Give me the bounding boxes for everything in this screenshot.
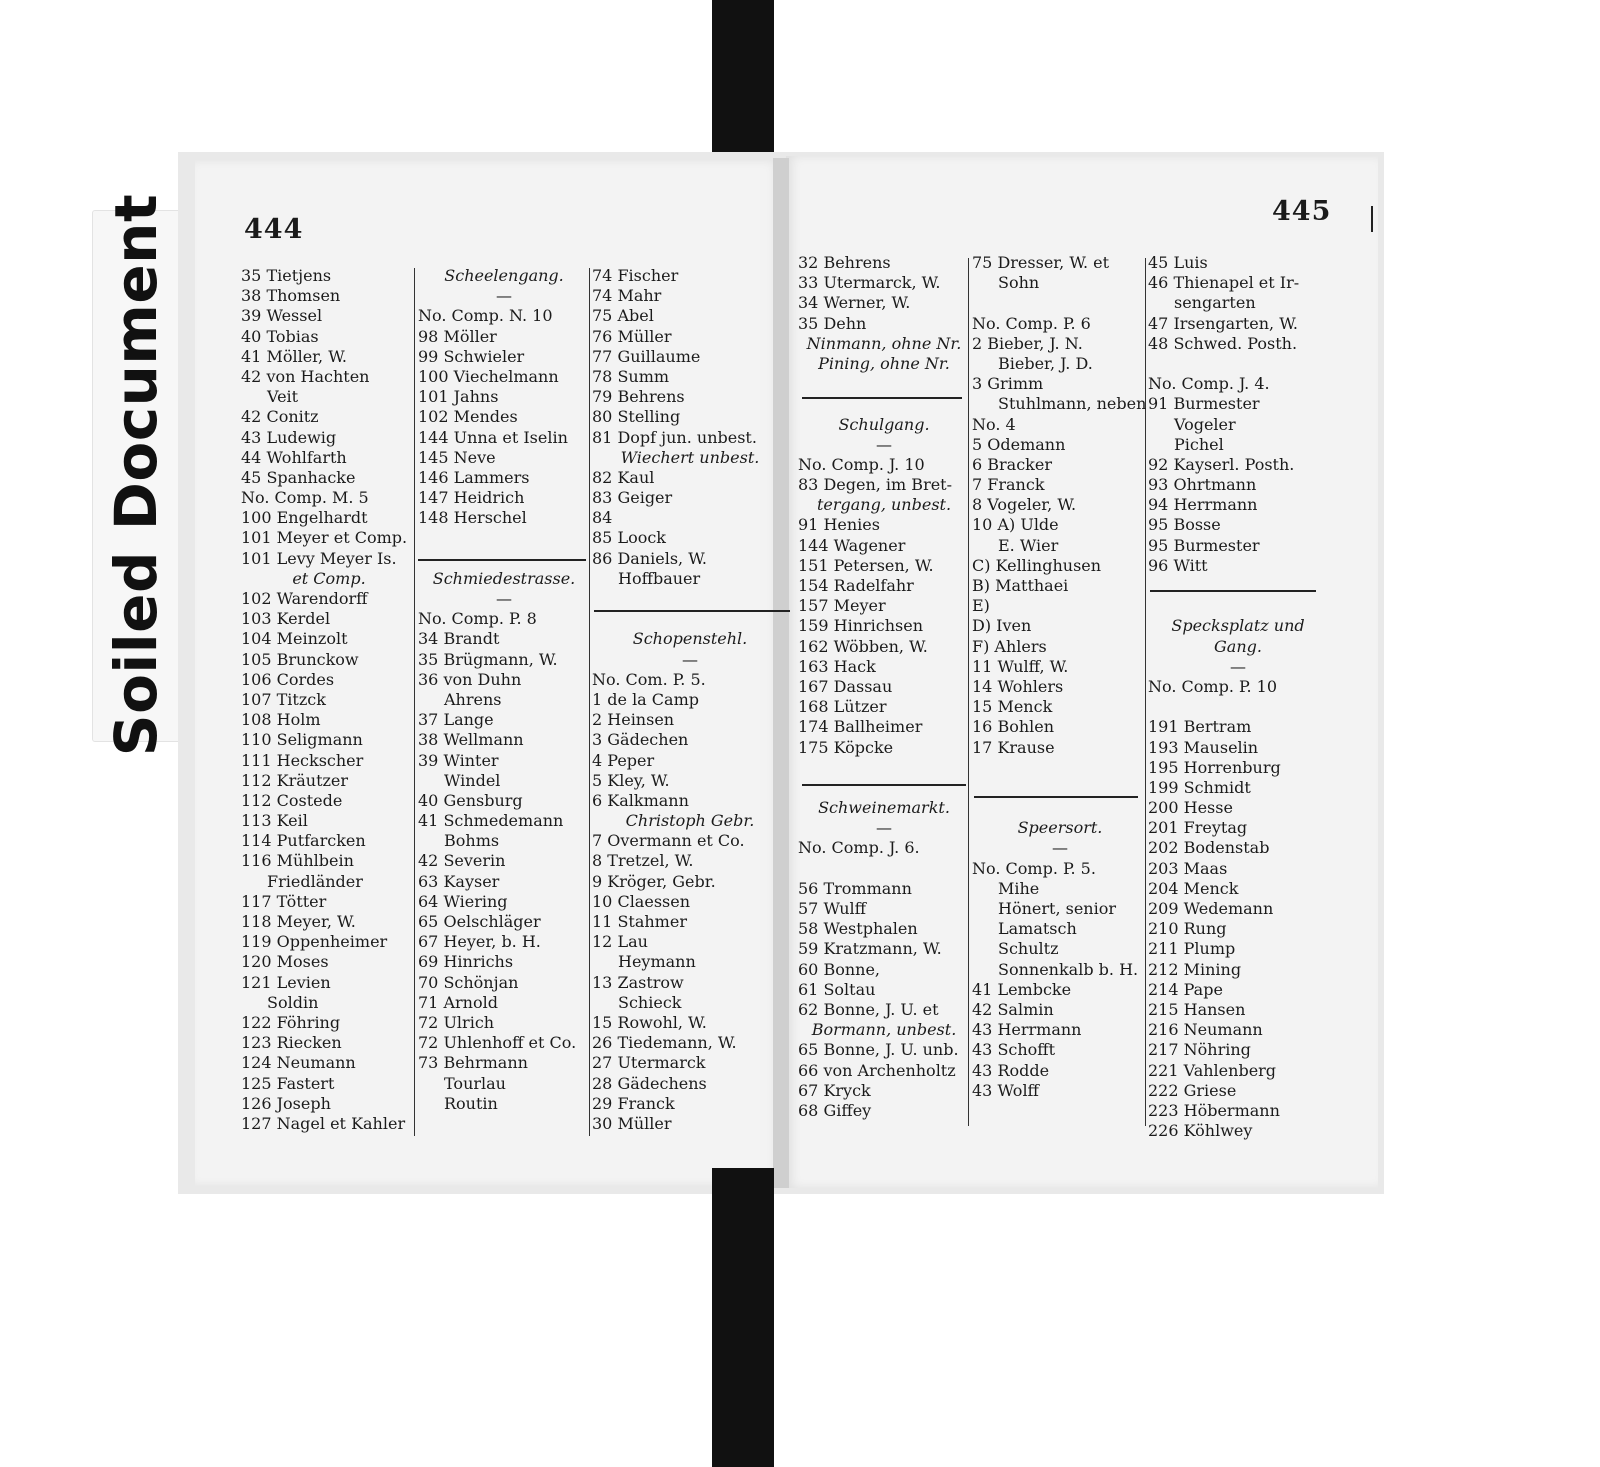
directory-entry: 200 Hesse [1148, 798, 1233, 818]
directory-entry: 91 Henies [798, 515, 880, 535]
directory-entry: 8 Tretzel, W. [592, 851, 694, 871]
directory-entry: 101 Jahns [418, 387, 499, 407]
directory-entry: 203 Maas [1148, 858, 1228, 878]
directory-entry: 65 Bonne, J. U. unb. [798, 1040, 959, 1060]
directory-entry: 73 Behrmann [418, 1053, 528, 1073]
directory-entry: 40 Tobias [241, 326, 319, 346]
left-page-number: 444 [244, 214, 304, 245]
heading-dash: — [1230, 656, 1246, 676]
directory-entry: 191 Bertram [1148, 717, 1252, 737]
directory-entry: 68 Giffey [798, 1100, 872, 1120]
directory-entry: 80 Stelling [592, 407, 681, 427]
directory-entry: 4 Peper [592, 750, 655, 770]
directory-entry: No. Comp. P. 6 [972, 313, 1091, 333]
directory-entry: Veit [267, 387, 299, 407]
street-heading: Pining, ohne Nr. [818, 353, 950, 373]
directory-entry [798, 758, 970, 778]
directory-entry: 64 Wiering [418, 891, 508, 911]
heading-dash: — [682, 649, 698, 669]
directory-entry: 60 Bonne, [798, 959, 880, 979]
directory-entry: 120 Moses [241, 952, 329, 972]
directory-entry [1148, 576, 1328, 596]
directory-entry: 95 Bosse [1148, 515, 1221, 535]
directory-entry: 193 Mauselin [1148, 737, 1259, 757]
directory-entry: 43 Schofft [972, 1040, 1056, 1060]
directory-entry: 144 Wagener [798, 535, 906, 555]
directory-entry: 42 Conitz [241, 407, 319, 427]
directory-entry: 124 Neumann [241, 1053, 356, 1073]
directory-entry: 100 Engelhardt [241, 508, 368, 528]
directory-entry [798, 374, 970, 394]
directory-entry: 70 Schönjan [418, 972, 519, 992]
directory-entry: 75 Dresser, W. et [972, 253, 1110, 272]
directory-entry: 74 Mahr [592, 286, 662, 306]
directory-entry: 85 Loock [592, 528, 666, 548]
directory-entry: 214 Pape [1148, 979, 1223, 999]
directory-entry: Hönert, senior [998, 899, 1116, 918]
street-heading: Bormann, unbest. [811, 1020, 957, 1040]
directory-entry: 221 Vahlenberg [1148, 1060, 1277, 1080]
directory-entry: 121 Levien [241, 972, 331, 992]
street-heading: Christoph Gebr. [625, 811, 755, 831]
heading-dash: — [876, 434, 892, 454]
directory-entry: 83 Geiger [592, 488, 673, 508]
directory-entry: 3 Grimm [972, 374, 1044, 394]
directory-entry: Pichel [1174, 434, 1224, 454]
directory-entry: 111 Heckscher [241, 750, 364, 770]
directory-entry: 39 Winter [418, 750, 499, 770]
directory-entry: Mihe [998, 878, 1040, 898]
street-heading: Wiechert unbest. [620, 447, 760, 467]
directory-entry: No. Comp. J. 6. [798, 838, 920, 858]
directory-entry [418, 528, 590, 548]
directory-entry: 119 Oppenheimer [241, 932, 388, 952]
directory-entry: 7 Franck [972, 475, 1045, 495]
directory-entry: 195 Horrenburg [1148, 757, 1281, 777]
directory-entry: No. Comp. N. 10 [418, 306, 553, 326]
directory-entry: E) [972, 596, 990, 616]
directory-entry: 33 Utermarck, W. [798, 273, 941, 293]
directory-entry: 116 Mühlbein [241, 851, 354, 871]
binding-strap-bottom [712, 1168, 774, 1467]
directory-entry: 61 Soltau [798, 979, 876, 999]
directory-entry: 94 Herrmann [1148, 495, 1258, 515]
directory-entry: 103 Kerdel [241, 609, 331, 629]
directory-entry: 163 Hack [798, 656, 876, 676]
directory-entry: 11 Wulff, W. [972, 656, 1069, 676]
directory-entry [798, 859, 970, 879]
directory-entry: No. 4 [972, 414, 1016, 434]
directory-entry: 74 Fischer [592, 266, 679, 285]
directory-entry: 10 A) Ulde [972, 515, 1059, 535]
directory-entry: 65 Oelschläger [418, 912, 541, 931]
heading-dash: — [876, 818, 892, 838]
directory-entry: 71 Arnold [418, 992, 498, 1012]
directory-entry: 127 Nagel et Kahler [241, 1113, 406, 1133]
directory-entry [418, 549, 590, 569]
directory-entry: 1 de la Camp [592, 689, 699, 709]
street-heading: Speersort. [1017, 818, 1103, 838]
street-heading: et Comp. [292, 568, 366, 588]
directory-entry: 15 Rowohl, W. [592, 1012, 707, 1032]
directory-entry: 43 Ludewig [241, 427, 337, 447]
heading-dash: — [1052, 838, 1068, 858]
directory-entry: 223 Höbermann [1148, 1100, 1280, 1120]
directory-entry: 67 Heyer, b. H. [418, 932, 541, 952]
directory-entry: 210 Rung [1148, 919, 1227, 939]
directory-entry [972, 293, 1148, 313]
directory-entry: 95 Burmester [1148, 535, 1260, 555]
directory-entry: 69 Hinrichs [418, 952, 514, 972]
directory-entry: 102 Mendes [418, 407, 518, 427]
directory-entry [592, 589, 788, 609]
directory-entry: 30 Müller [592, 1113, 672, 1133]
directory-entry: 79 Behrens [592, 387, 685, 407]
directory-entry: 175 Köpcke [798, 737, 894, 757]
directory-entry: 45 Luis [1148, 253, 1208, 272]
directory-entry: 45 Spanhacke [241, 467, 356, 487]
directory-entry: 83 Degen, im Bret- [798, 475, 953, 495]
directory-entry: No. Comp. P. 5. [972, 858, 1096, 878]
document-label: Soiled Document [102, 193, 170, 757]
directory-entry: 26 Tiedemann, W. [592, 1033, 737, 1053]
directory-entry: 217 Nöhring [1148, 1040, 1251, 1060]
directory-entry: Bohms [444, 831, 500, 851]
directory-entry: E. Wier [998, 535, 1059, 555]
directory-entry: 29 Franck [592, 1093, 675, 1113]
directory-entry: sengarten [1174, 293, 1256, 313]
directory-entry: 168 Lützer [798, 697, 887, 717]
street-heading: Scheelengang. [444, 266, 564, 285]
directory-entry: Tourlau [444, 1073, 506, 1093]
directory-entry: Lamatsch [998, 919, 1077, 939]
directory-entry: 78 Summ [592, 366, 670, 386]
directory-entry: Schieck [618, 992, 682, 1012]
directory-entry: 14 Wohlers [972, 676, 1064, 696]
directory-entry: 110 Seligmann [241, 730, 363, 750]
directory-entry: 39 Wessel [241, 306, 323, 326]
directory-entry: 84 [592, 508, 613, 528]
directory-entry: No. Comp. J. 10 [798, 454, 925, 474]
directory-entry: 107 Titzck [241, 689, 326, 709]
directory-entry: 28 Gädechens [592, 1073, 707, 1093]
directory-entry: 36 von Duhn [418, 669, 522, 689]
directory-entry: 16 Bohlen [972, 717, 1055, 737]
directory-entry: 81 Dopf jun. unbest. [592, 427, 757, 447]
directory-entry: 40 Gensburg [418, 790, 523, 810]
directory-entry: 86 Daniels, W. [592, 548, 707, 568]
directory-entry: 199 Schmidt [1148, 777, 1251, 797]
directory-entry: 159 Hinrichsen [798, 616, 924, 636]
directory-entry: 154 Radelfahr [798, 576, 914, 595]
directory-entry: 82 Kaul [592, 467, 655, 487]
directory-entry: 43 Herrmann [972, 1020, 1082, 1040]
directory-entry: 100 Viechelmann [418, 366, 559, 386]
directory-entry [1148, 697, 1328, 717]
directory-entry: 215 Hansen [1148, 999, 1246, 1019]
directory-entry: 72 Ulrich [418, 1012, 495, 1032]
directory-entry: 222 Griese [1148, 1080, 1237, 1100]
directory-entry: 108 Holm [241, 710, 321, 730]
directory-entry: 46 Thienapel et Ir- [1148, 273, 1300, 293]
directory-entry: 113 Keil [241, 811, 308, 831]
directory-entry: 167 Dassau [798, 676, 893, 696]
directory-entry: 125 Fastert [241, 1073, 335, 1093]
directory-entry: B) Matthaei [972, 576, 1069, 595]
directory-entry: 63 Kayser [418, 871, 500, 891]
directory-entry: 101 Levy Meyer Is. [241, 548, 397, 568]
directory-entry: 92 Kayserl. Posth. [1148, 454, 1295, 474]
directory-entry [592, 609, 788, 629]
directory-entry: Routin [444, 1093, 498, 1113]
directory-entry: 226 Köhlwey [1148, 1121, 1253, 1141]
directory-entry: Bieber, J. D. [998, 353, 1093, 373]
directory-entry: 93 Ohrtmann [1148, 475, 1257, 495]
directory-entry: 41 Schmedemann [418, 811, 564, 831]
directory-entry: Schultz [998, 939, 1059, 959]
directory-entry: 106 Cordes [241, 669, 335, 689]
directory-entry: 15 Menck [972, 697, 1053, 717]
directory-entry: 48 Schwed. Posth. [1148, 333, 1298, 353]
directory-entry: 76 Müller [592, 326, 672, 346]
heading-dash: — [496, 286, 512, 306]
directory-entry: 17 Krause [972, 737, 1055, 757]
directory-entry: 2 Bieber, J. N. [972, 333, 1083, 353]
directory-entry: 204 Menck [1148, 878, 1239, 898]
directory-entry: No. Comp. P. 10 [1148, 676, 1278, 696]
directory-entry: Soldin [267, 992, 319, 1012]
directory-entry: No. Comp. P. 8 [418, 609, 537, 629]
directory-entry: 145 Neve [418, 447, 496, 467]
street-heading: Gang. [1214, 636, 1262, 656]
directory-entry: Sonnenkalb b. H. [998, 959, 1139, 979]
directory-entry: 43 Rodde [972, 1060, 1050, 1080]
directory-entry: Windel [444, 770, 501, 790]
directory-entry: 5 Odemann [972, 434, 1066, 454]
directory-entry: 66 von Archenholtz [798, 1060, 956, 1080]
directory-entry: Vogeler [1174, 414, 1236, 434]
directory-entry: 75 Abel [592, 306, 654, 326]
directory-entry: 47 Irsengarten, W. [1148, 313, 1298, 333]
directory-entry: 146 Lammers [418, 467, 530, 487]
directory-entry: 42 Salmin [972, 999, 1054, 1019]
directory-entry: Stuhlmann, neben [998, 394, 1147, 414]
directory-entry: 13 Zastrow [592, 972, 684, 992]
directory-entry: 34 Werner, W. [798, 293, 911, 313]
directory-entry [1148, 596, 1328, 616]
directory-entry: 212 Mining [1148, 959, 1242, 979]
directory-entry: 67 Kryck [798, 1080, 871, 1100]
directory-entry: 6 Bracker [972, 454, 1052, 474]
directory-entry: 216 Neumann [1148, 1020, 1263, 1040]
directory-entry: 104 Meinzolt [241, 629, 348, 649]
binding-strap-top [712, 0, 774, 160]
directory-entry: 72 Uhlenhoff et Co. [418, 1033, 577, 1053]
left-page-column-3 [592, 266, 788, 1134]
directory-entry: 126 Joseph [241, 1093, 331, 1113]
directory-entry: 91 Burmester [1148, 394, 1260, 414]
directory-entry: 209 Wedemann [1148, 899, 1274, 918]
directory-entry: 59 Kratzmann, W. [798, 939, 942, 959]
directory-entry: 12 Lau [592, 932, 648, 952]
right-page-number: 445 [1272, 196, 1332, 227]
directory-entry: No. Comp. J. 4. [1148, 374, 1270, 394]
directory-entry [972, 758, 1148, 778]
left-page-column-1 [241, 266, 417, 1134]
directory-entry: 35 Tietjens [241, 266, 332, 285]
directory-entry: 157 Meyer [798, 596, 886, 616]
directory-entry: Ahrens [444, 689, 502, 709]
directory-entry: 202 Bodenstab [1148, 838, 1270, 858]
directory-entry: 123 Riecken [241, 1033, 342, 1053]
directory-entry: 7 Overmann et Co. [592, 831, 745, 851]
directory-entry: D) Iven [972, 616, 1032, 636]
directory-entry: 43 Wolff [972, 1080, 1039, 1100]
directory-entry: 118 Meyer, W. [241, 912, 356, 931]
right-page-column-3 [1148, 253, 1328, 1141]
directory-entry: 42 von Hachten [241, 366, 370, 386]
right-page-column-1 [798, 253, 970, 1121]
directory-entry: 27 Utermarck [592, 1053, 706, 1073]
directory-entry [972, 778, 1148, 798]
directory-entry: 38 Wellmann [418, 730, 524, 750]
directory-entry: F) Ahlers [972, 636, 1047, 656]
directory-entry: 34 Brandt [418, 629, 500, 649]
directory-entry [972, 798, 1148, 818]
directory-entry: 102 Warendorff [241, 589, 368, 608]
directory-entry: 162 Wöbben, W. [798, 636, 928, 656]
directory-entry: 96 Witt [1148, 555, 1208, 575]
directory-entry: 2 Heinsen [592, 710, 675, 730]
directory-entry: 32 Behrens [798, 253, 891, 272]
directory-entry: 35 Dehn [798, 313, 867, 333]
left-page-column-2 [418, 266, 590, 1114]
directory-entry: No. Comp. M. 5 [241, 488, 369, 508]
directory-entry: 44 Wohlfarth [241, 447, 347, 467]
directory-entry [1148, 354, 1328, 374]
directory-entry: 62 Bonne, J. U. et [798, 999, 939, 1019]
directory-entry: 8 Vogeler, W. [972, 495, 1077, 515]
directory-entry: 57 Wulff [798, 899, 867, 918]
directory-entry: 174 Ballheimer [798, 717, 923, 737]
directory-entry: 77 Guillaume [592, 346, 701, 366]
street-heading: tergang, unbest. [816, 495, 952, 515]
directory-entry: 5 Kley, W. [592, 770, 670, 790]
directory-entry: 3 Gädechen [592, 730, 689, 750]
directory-entry: 9 Kröger, Gebr. [592, 871, 716, 891]
page-edge-mark [1371, 206, 1373, 232]
directory-entry: Heymann [618, 952, 696, 972]
directory-entry: 10 Claessen [592, 891, 691, 911]
directory-entry: 112 Costede [241, 790, 343, 810]
directory-entry: 114 Putfarcken [241, 831, 366, 851]
directory-entry: 41 Lembcke [972, 979, 1072, 999]
directory-entry: Sohn [998, 273, 1040, 293]
directory-entry: 38 Thomsen [241, 286, 341, 306]
directory-entry: C) Kellinghusen [972, 555, 1102, 575]
directory-entry: Hoffbauer [618, 568, 701, 588]
directory-entry: 37 Lange [418, 710, 494, 730]
directory-entry: 144 Unna et Iselin [418, 427, 568, 447]
directory-entry: 11 Stahmer [592, 912, 687, 931]
directory-entry: 211 Plump [1148, 939, 1236, 959]
street-heading: Schmiedestrasse. [432, 568, 576, 588]
directory-entry: 98 Möller [418, 326, 497, 346]
directory-entry [798, 778, 970, 798]
directory-entry: 42 Severin [418, 851, 506, 871]
directory-entry: 58 Westphalen [798, 919, 918, 939]
directory-entry: No. Com. P. 5. [592, 669, 706, 689]
directory-entry: 201 Freytag [1148, 818, 1248, 838]
heading-dash: — [496, 589, 512, 608]
directory-entry: 101 Meyer et Comp. [241, 528, 408, 548]
street-heading: Ninmann, ohne Nr. [806, 333, 962, 353]
street-heading: Schopenstehl. [632, 629, 748, 649]
directory-entry: 6 Kalkmann [592, 790, 689, 810]
directory-entry: 99 Schwieler [418, 346, 525, 366]
directory-entry [798, 394, 970, 414]
directory-entry: 117 Tötter [241, 891, 327, 911]
right-page-column-2 [972, 253, 1148, 1101]
street-heading: Specksplatz und [1171, 616, 1305, 636]
directory-entry: 147 Heidrich [418, 488, 525, 508]
directory-entry: 148 Herschel [418, 508, 527, 528]
directory-entry: 105 Brunckow [241, 649, 359, 669]
directory-entry: 35 Brügmann, W. [418, 649, 558, 669]
street-heading: Schulgang. [838, 414, 930, 434]
directory-entry: Friedländer [267, 871, 363, 891]
directory-entry: 122 Föhring [241, 1012, 341, 1032]
directory-entry: 41 Möller, W. [241, 346, 347, 366]
directory-entry: 112 Kräutzer [241, 770, 349, 790]
street-heading: Schweinemarkt. [818, 798, 950, 818]
directory-entry: 56 Trommann [798, 878, 912, 898]
directory-entry: 151 Petersen, W. [798, 555, 934, 575]
